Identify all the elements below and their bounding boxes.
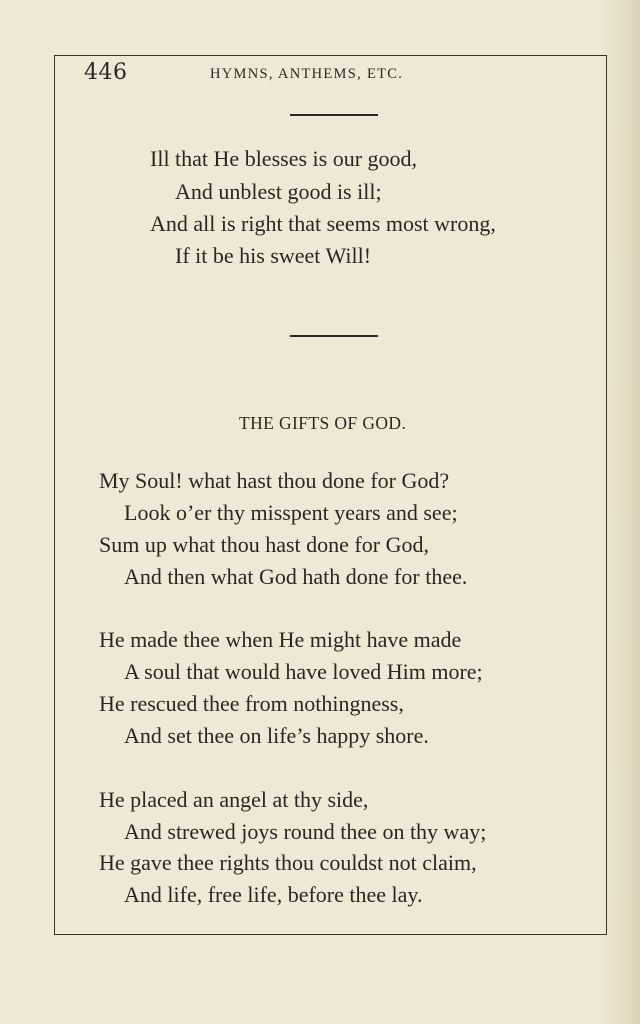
stanza-line: Look o’er thy misspent years and see; <box>124 500 458 525</box>
stanza-line: He placed an angel at thy side, <box>99 787 369 812</box>
stanza-line: He made thee when He might have made <box>99 627 462 652</box>
stanza-line: And life, free life, before thee lay. <box>124 882 423 907</box>
stanza-line: He gave thee rights thou couldst not claim, <box>99 850 477 875</box>
poem-title: THE GIFTS OF GOD. <box>239 413 407 433</box>
top-divider <box>290 114 378 116</box>
stanza-line: And unblest good is ill; <box>175 179 382 204</box>
section-divider <box>290 335 378 337</box>
page-number: 446 <box>84 60 128 85</box>
stanza-line: My Soul! what hast thou done for God? <box>99 468 450 493</box>
stanza-line: And strewed joys round thee on thy way; <box>124 819 487 844</box>
stanza-line: And set thee on life’s happy shore. <box>124 723 429 748</box>
stanza-line: And all is right that seems most wrong, <box>150 211 496 236</box>
stanza-line: Ill that He blesses is our good, <box>150 146 418 171</box>
stanza-line: And then what God hath done for thee. <box>124 564 468 589</box>
stanza-line: A soul that would have loved Him more; <box>124 659 483 684</box>
stanza-line: He rescued thee from nothingness, <box>99 691 404 716</box>
running-head: HYMNS, ANTHEMS, ETC. <box>210 66 404 82</box>
stanza-line: Sum up what thou hast done for God, <box>99 532 429 557</box>
stanza-line: If it be his sweet Will! <box>175 243 372 268</box>
